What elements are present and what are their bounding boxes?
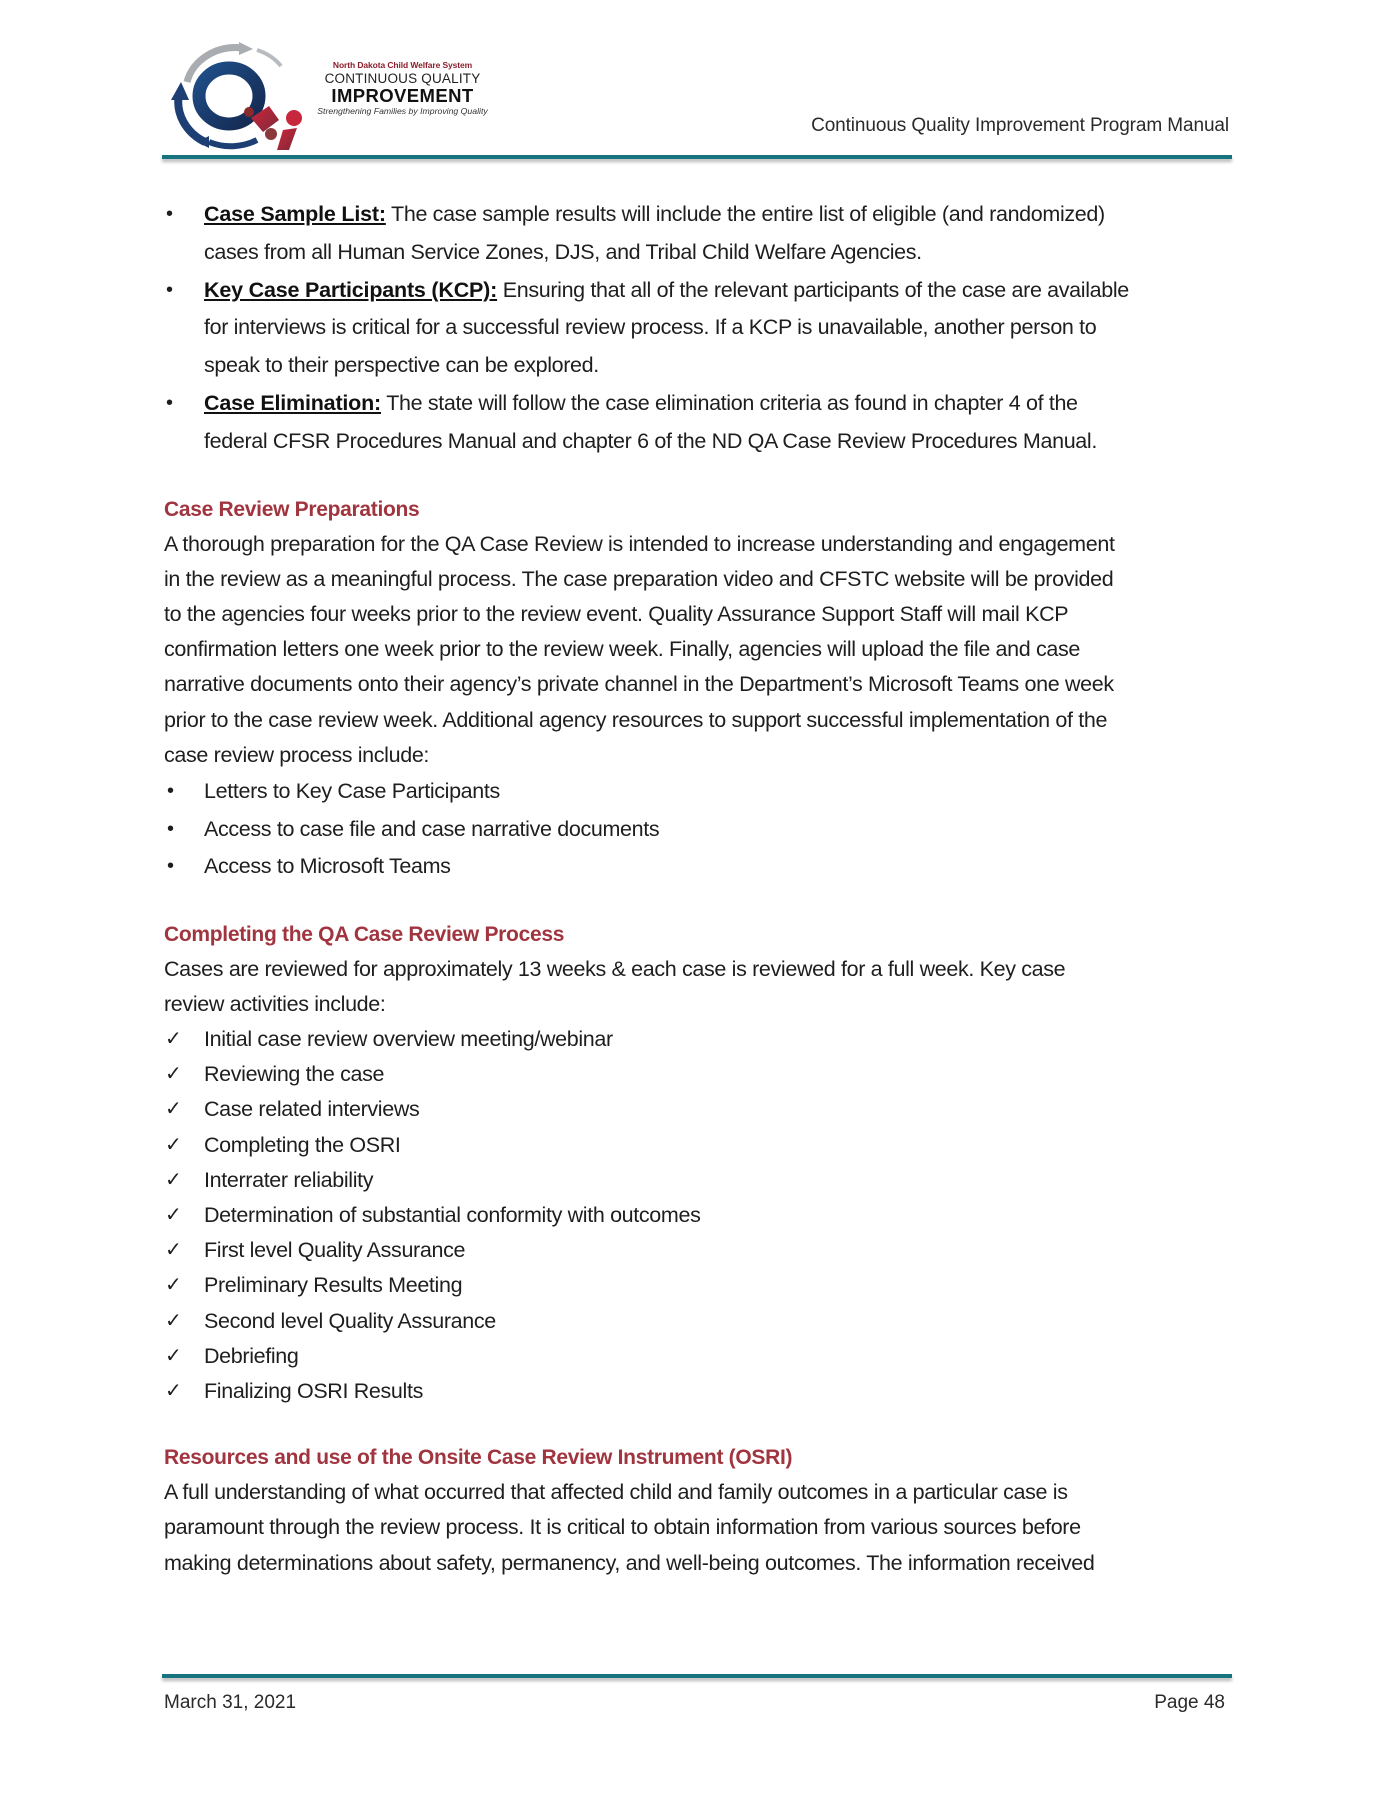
- preparations-resource-list: [164, 773, 1236, 886]
- term-label: Key Case Participants (KCP):: [204, 277, 498, 302]
- item-text: Preliminary Results Meeting: [204, 1273, 463, 1298]
- resources-paragraph: [164, 1475, 1236, 1581]
- bullet-icon: •: [167, 780, 174, 802]
- page-number: Page 48: [1154, 1692, 1225, 1713]
- item-text: Debriefing: [204, 1343, 299, 1368]
- checkmark-icon: ✓: [165, 1379, 182, 1402]
- list-item: [164, 773, 1236, 811]
- item-text: Initial case review overview meeting/webinar: [204, 1026, 613, 1051]
- item-text: speak to their perspective can be explored.: [204, 353, 599, 378]
- checklist-item: [164, 1163, 1236, 1198]
- header-divider: [162, 155, 1232, 159]
- checklist-item: [164, 1057, 1236, 1092]
- checkmark-icon: ✓: [165, 1239, 182, 1262]
- intro-bullet-list: [164, 196, 1236, 461]
- checklist-item: [164, 1233, 1236, 1268]
- item-text: cases from all Human Service Zones, DJS, and Tribal Child Welfare Agencies.: [204, 239, 922, 264]
- item-text: Finalizing OSRI Results: [204, 1378, 423, 1403]
- checklist-item: [164, 1022, 1236, 1057]
- preparations-paragraph: [164, 527, 1236, 773]
- item-text: Second level Quality Assurance: [204, 1308, 496, 1333]
- checklist-item: [164, 1268, 1236, 1303]
- item-text: Case related interviews: [204, 1097, 420, 1122]
- checkmark-icon: ✓: [165, 1168, 182, 1191]
- checklist-item: [164, 1128, 1236, 1163]
- item-text: federal CFSR Procedures Manual and chapter 6 of the ND QA Case Review Procedures Manual.: [204, 428, 1097, 453]
- para-line: narrative documents onto their agency’s private channel in the Department’s Microsoft Teams one week: [164, 672, 1114, 697]
- logo-org-line: North Dakota Child Welfare System: [332, 60, 473, 70]
- list-item-key-case-participants: [164, 272, 1236, 385]
- bullet-icon: •: [166, 203, 173, 225]
- checkmark-icon: ✓: [165, 1309, 182, 1332]
- checklist-item: [164, 1198, 1236, 1233]
- para-line: A full understanding of what occurred that affected child and family outcomes in a particular case is: [164, 1480, 1068, 1505]
- logo-text: [310, 60, 495, 117]
- item-text: Access to Microsoft Teams: [204, 854, 451, 878]
- checkmark-icon: ✓: [165, 1344, 182, 1367]
- para-line: review activities include:: [164, 991, 386, 1016]
- para-line: confirmation letters one week prior to the review week. Finally, agencies will upload the file and case: [164, 637, 1081, 662]
- checkmark-icon: ✓: [165, 1098, 182, 1121]
- cqi-logo-graphic-icon: [165, 42, 303, 150]
- list-item-case-elimination: [164, 385, 1236, 461]
- item-text: First level Quality Assurance: [204, 1238, 466, 1263]
- logo-tagline: Strengthening Families by Improving Quality: [317, 106, 488, 116]
- section-heading-resources: Resources and use of the Onsite Case Review Instrument (OSRI): [164, 1446, 793, 1470]
- logo-title-line1: CONTINUOUS QUALITY: [324, 71, 481, 86]
- bullet-icon: •: [166, 278, 173, 301]
- para-line: Cases are reviewed for approximately 13 weeks & each case is reviewed for a full week. Key case: [164, 956, 1066, 981]
- section-heading-preparations: Case Review Preparations: [164, 497, 420, 521]
- para-line: case review process include:: [164, 742, 430, 767]
- footer-date: March 31, 2021: [164, 1692, 297, 1713]
- checkmark-icon: ✓: [165, 1203, 182, 1226]
- cqi-logo: [165, 42, 495, 150]
- para-line: in the review as a meaningful process. The case preparation video and CFSTC website will be provided: [164, 566, 1114, 591]
- checkmark-icon: ✓: [165, 1133, 182, 1156]
- para-line: to the agencies four weeks prior to the review event. Quality Assurance Support Staff will mail KCP: [164, 601, 1069, 626]
- checkmark-icon: ✓: [165, 1027, 182, 1050]
- item-text: Completing the OSRI: [204, 1132, 401, 1157]
- checklist-item: [164, 1374, 1236, 1409]
- logo-title-line2: IMPROVEMENT: [331, 85, 474, 106]
- item-text: The case sample results will include the entire list of eligible (and randomized): [385, 202, 1105, 226]
- bullet-icon: •: [167, 817, 174, 840]
- item-text: Access to case file and case narrative documents: [204, 816, 660, 841]
- review-activities-checklist: [164, 1022, 1236, 1409]
- item-text: Ensuring that all of the relevant participants of the case are available: [497, 277, 1129, 302]
- checklist-item: [164, 1092, 1236, 1127]
- para-line: prior to the case review week. Additional agency resources to support successful implementation of the: [164, 707, 1108, 732]
- item-text: Reviewing the case: [204, 1062, 385, 1087]
- item-text: Determination of substantial conformity with outcomes: [204, 1202, 701, 1227]
- checklist-item: [164, 1304, 1236, 1339]
- term-label: Case Elimination:: [204, 390, 381, 415]
- item-text: The state will follow the case elimination criteria as found in chapter 4 of the: [381, 390, 1078, 415]
- bullet-icon: •: [167, 855, 174, 877]
- checklist-item: [164, 1339, 1236, 1374]
- term-label: Case Sample List:: [204, 202, 386, 226]
- checkmark-icon: ✓: [165, 1063, 182, 1086]
- list-item: [164, 811, 1236, 849]
- page-content: [164, 196, 1236, 1581]
- section-heading-completing: Completing the QA Case Review Process: [164, 922, 565, 946]
- document-title: Continuous Quality Improvement Program Manual: [811, 115, 1229, 136]
- para-line: making determinations about safety, permanency, and well-being outcomes. The information received: [164, 1550, 1095, 1575]
- item-text: for interviews is critical for a successful review process. If a KCP is unavailable, another person to: [204, 315, 1097, 340]
- bullet-icon: •: [166, 391, 173, 414]
- item-text: Interrater reliability: [204, 1167, 374, 1192]
- footer-divider: [162, 1674, 1232, 1678]
- item-text: Letters to Key Case Participants: [204, 779, 500, 803]
- list-item-case-sample-list: [164, 196, 1236, 272]
- completing-paragraph: [164, 952, 1236, 1022]
- checkmark-icon: ✓: [165, 1274, 182, 1297]
- para-line: paramount through the review process. It is critical to obtain information from various sources before: [164, 1515, 1081, 1540]
- list-item: [164, 848, 1236, 886]
- para-line: A thorough preparation for the QA Case Review is intended to increase understanding and engagement: [164, 531, 1115, 556]
